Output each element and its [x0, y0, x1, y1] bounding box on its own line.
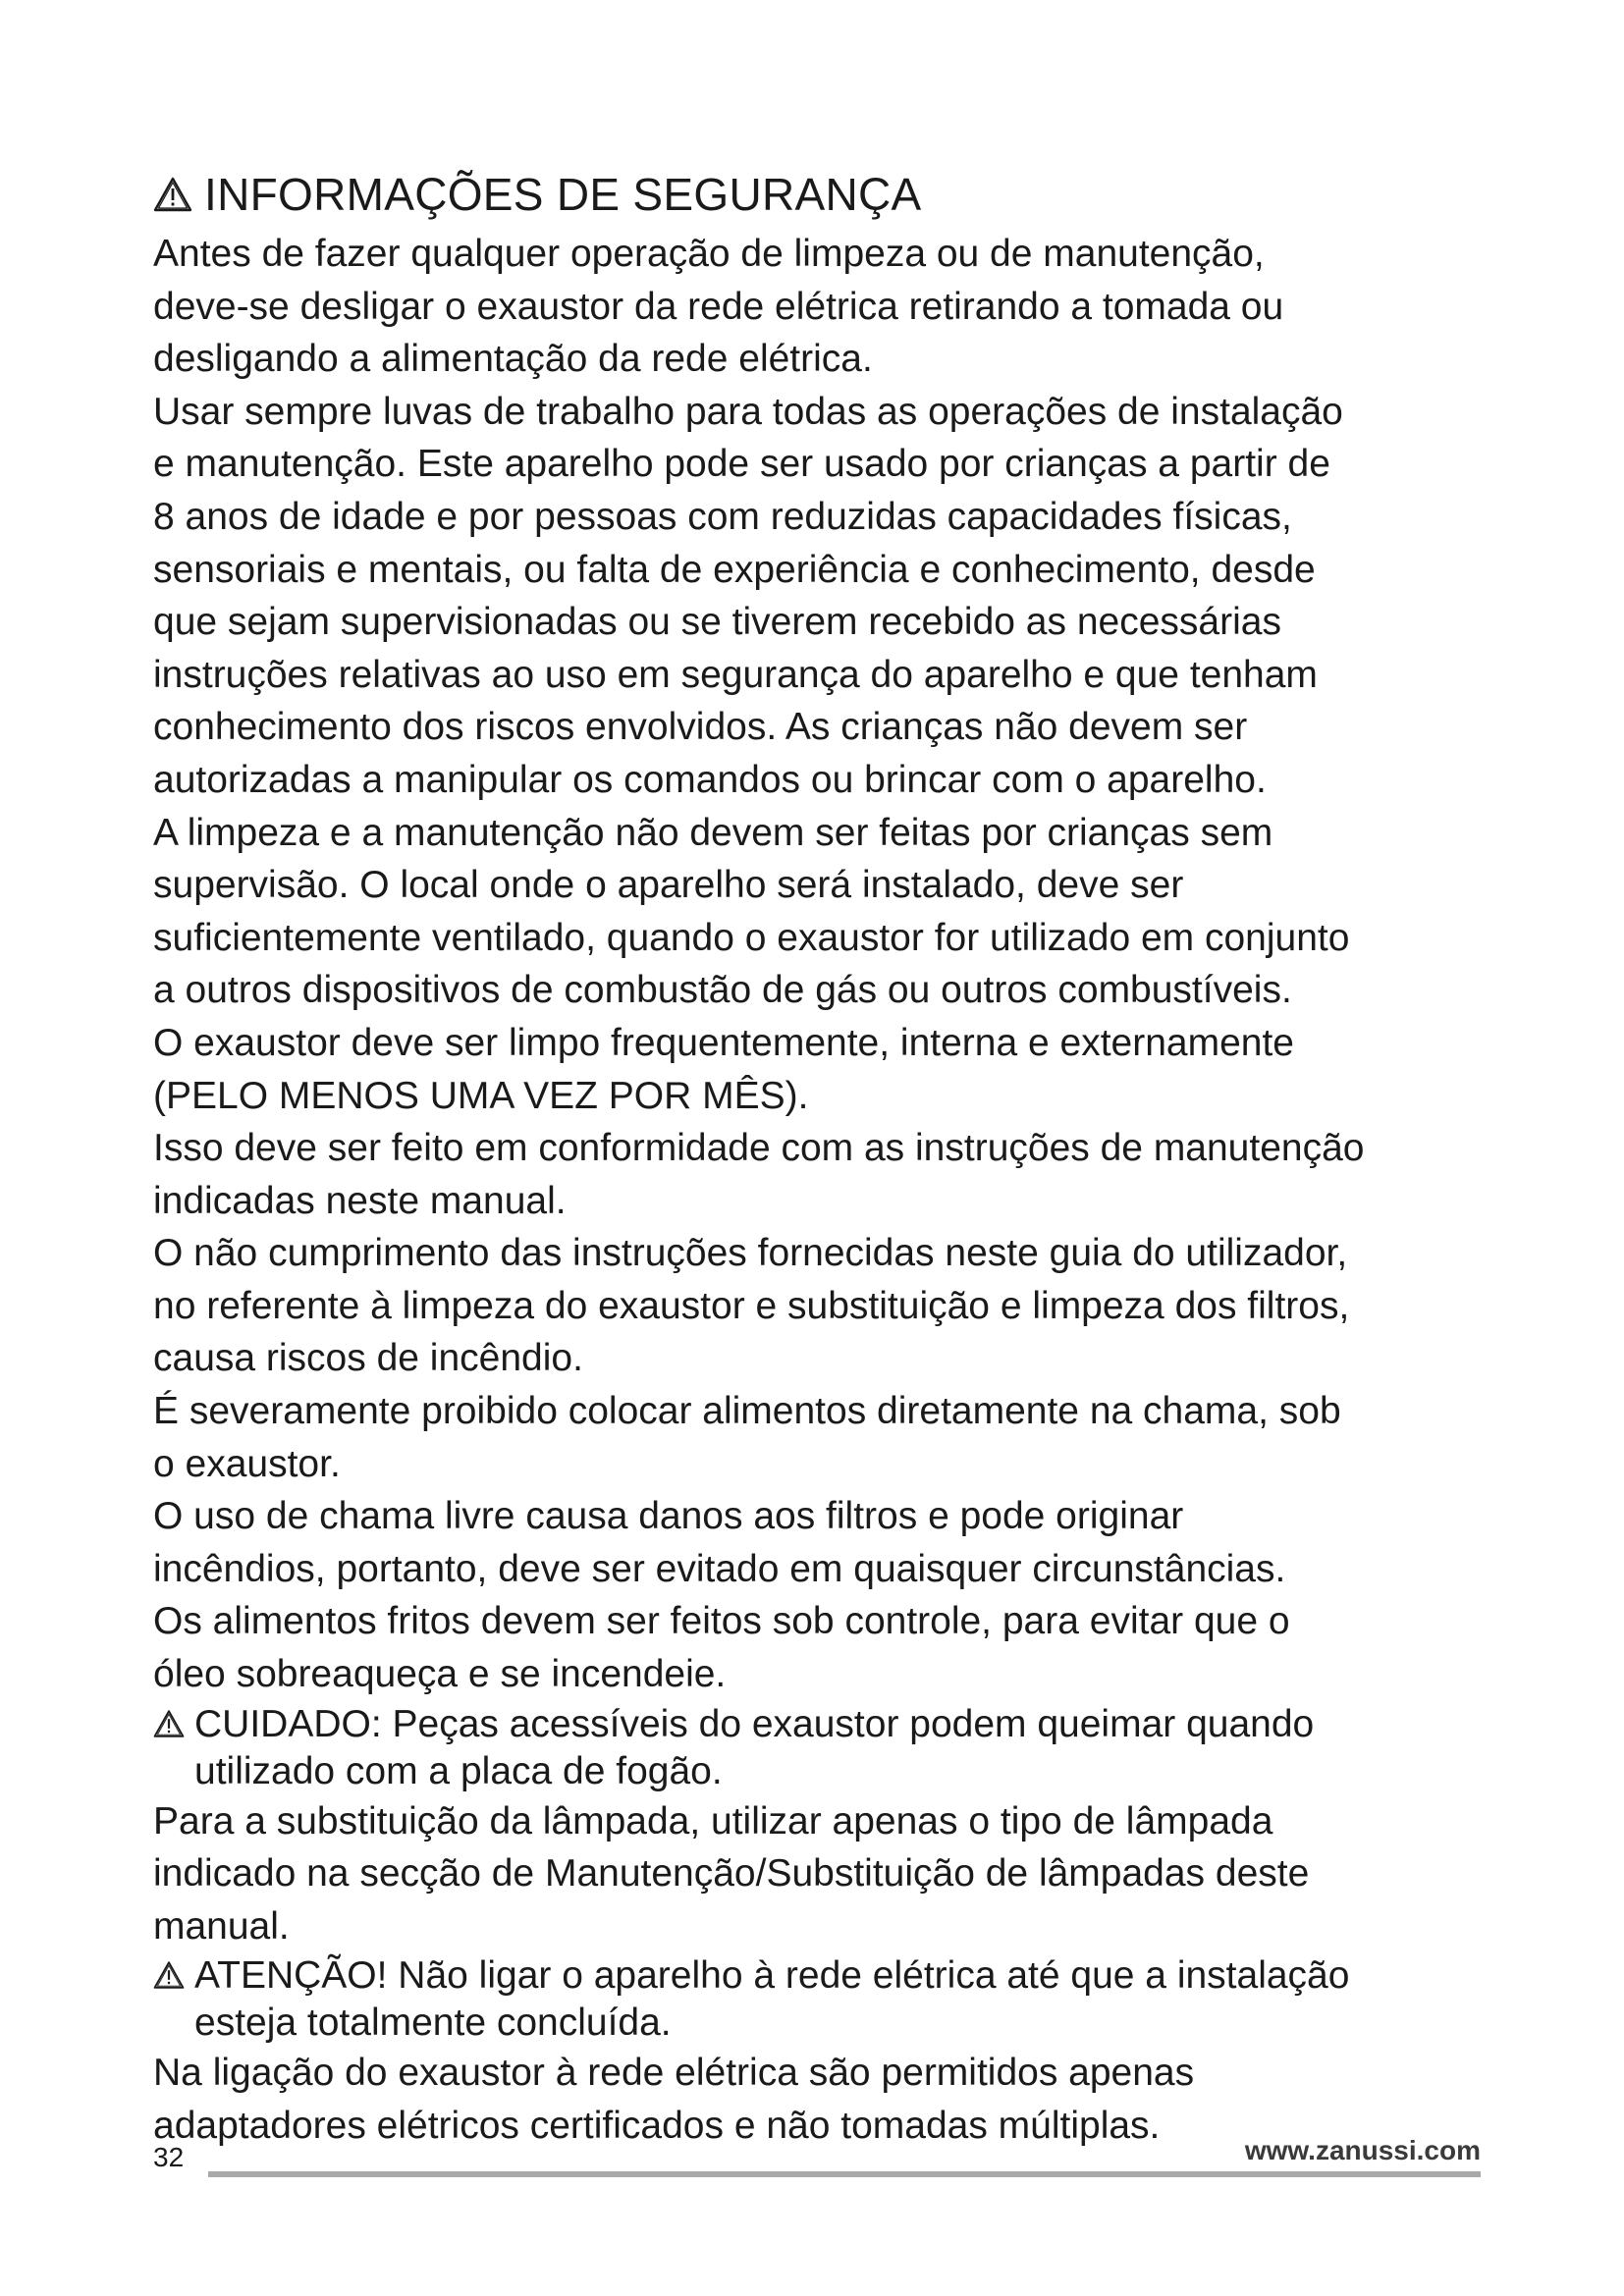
warning-triangle-icon — [153, 1960, 185, 1990]
page-number: 32 — [153, 2142, 185, 2172]
paragraph-cleaning-frequency: O exaustor deve ser limpo frequentemente, interna e externamente (PELO MENOS UMA VEZ POR MÊS). — [153, 1021, 1294, 1117]
attention-notice — [153, 1952, 1489, 2047]
paragraph-fried-food: Os alimentos fritos devem ser feitos sob controle, para evitar que o óleo sobreaqueça e se incendeie. — [153, 1600, 1290, 1696]
paragraph-open-flame: O uso de chama livre causa danos aos filtros e pode originar incêndios, portanto, deve ser evitado em quaisquer circunstâncias. — [153, 1495, 1286, 1590]
paragraph-supervision-ventilation: A limpeza e a manutenção não devem ser feitas por crianças sem supervisão. O local onde o aparelho será instalado, deve ser suficientemente ventilado, quando o exaustor for utilizado em conjunto a outros dispositivos de combustão de gás ou outros combustíveis. — [153, 811, 1350, 1012]
caution-text: CUIDADO: Peças acessíveis do exaustor podem queimar quando utilizado com a placa de fogão. — [194, 1702, 1315, 1792]
section-heading — [153, 165, 1489, 224]
paragraph-disconnect: Antes de fazer qualquer operação de limpeza ou de manutenção, deve-se desligar o exaustor da rede elétrica retirando a tomada ou desligando a alimentação da rede elétrica. — [153, 233, 1284, 381]
paragraph-flame-prohibition: É severamente proibido colocar alimentos diretamente na chama, sob o exaustor. — [153, 1390, 1341, 1485]
caution-notice — [153, 1701, 1489, 1795]
paragraph-gloves-children: Usar sempre luvas de trabalho para todas as operações de instalação e manutenção. Este aparelho pode ser usado por crianças a partir de 8 anos de idade e por pessoas com reduzidas capacidades físicas, sensoriais e mentais, ou falta de experiência e conhecimento, desde que sejam supervisionadas ou se tiverem recebido as necessárias instruções relativas ao uso em segurança do aparelho e que tenham conhecimento dos riscos envolvidos. As crianças não devem ser autorizadas a manipular os comandos ou brincar com o aparelho. — [153, 390, 1343, 801]
website-url: www.zanussi.com — [1244, 2135, 1481, 2165]
page-footer — [153, 2135, 1481, 2179]
warning-triangle-icon — [153, 1709, 185, 1738]
paragraph-lamp-replacement: Para a substituição da lâmpada, utilizar apenas o tipo de lâmpada indicado na secção de Manutenção/Substituição de lâmpadas deste manual. — [153, 1799, 1310, 1948]
paragraph-maintenance-instructions: Isso deve ser feito em conformidade com as instruções de manutenção indicadas neste manual. — [153, 1127, 1365, 1222]
paragraph-adapters: Na ligação do exaustor à rede elétrica são permitidos apenas adaptadores elétricos certificados e não tomadas múltiplas. — [153, 2052, 1195, 2147]
paragraph-fire-risk: O não cumprimento das instruções fornecidas neste guia do utilizador, no referente à limpeza do exaustor e substituição e limpeza dos filtros, causa riscos de incêndio. — [153, 1232, 1350, 1380]
warning-triangle-icon — [153, 177, 192, 212]
attention-text: ATENÇÃO! Não ligar o aparelho à rede elétrica até que a instalação esteja totalmente concluída. — [194, 1954, 1350, 2045]
document-page — [153, 165, 1489, 2153]
footer-divider — [208, 2171, 1481, 2177]
section-title: INFORMAÇÕES DE SEGURANÇA — [204, 169, 922, 220]
